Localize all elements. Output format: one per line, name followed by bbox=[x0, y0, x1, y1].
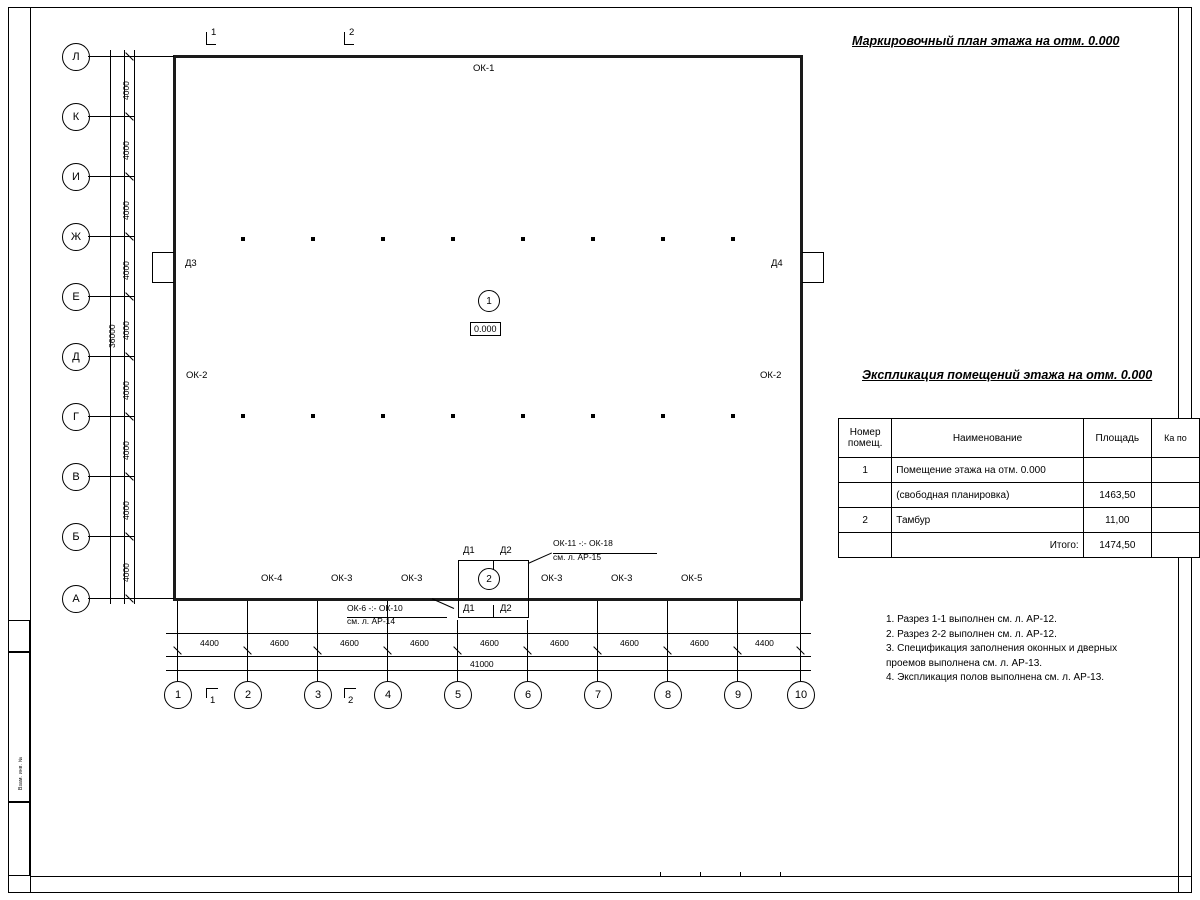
window-label-bottom-5: ОК-3 bbox=[611, 573, 633, 584]
dim-horiz-4: 4600 bbox=[410, 638, 429, 648]
row-1-name: Помещение этажа на отм. 0.000 bbox=[892, 458, 1083, 483]
axis-line-D bbox=[88, 356, 134, 357]
axis-bubble-V: В bbox=[62, 463, 90, 491]
row-3-area: 11,00 bbox=[1083, 508, 1151, 533]
axis-bubble-7: 7 bbox=[584, 681, 612, 709]
sheet-left-margin-line bbox=[30, 7, 31, 893]
axis-ext-3 bbox=[317, 601, 318, 681]
plan-title: Маркировочный план этажа на отм. 0.000 bbox=[852, 34, 1120, 48]
column bbox=[451, 414, 455, 418]
dim-horiz-1: 4400 bbox=[200, 638, 219, 648]
axis-bubble-I: И bbox=[62, 163, 90, 191]
axis-line-G bbox=[88, 416, 134, 417]
axis-line-E bbox=[88, 296, 134, 297]
axis-bubble-3: 3 bbox=[304, 681, 332, 709]
column bbox=[451, 237, 455, 241]
leader-note-top-line1: ОК-11 -:- ОК-18 bbox=[553, 538, 613, 548]
axis-bubble-E: Е bbox=[62, 283, 90, 311]
window-label-bottom-1: ОК-4 bbox=[261, 573, 283, 584]
dim-vert-9: 4000 bbox=[121, 563, 131, 582]
total-cat bbox=[1151, 533, 1199, 558]
axis-line-I bbox=[88, 176, 134, 177]
room-mark-2: 2 bbox=[478, 568, 500, 590]
table-row bbox=[839, 508, 1200, 533]
door-left-niche-side bbox=[152, 252, 153, 282]
axis-bubble-6: 6 bbox=[514, 681, 542, 709]
axis-bubble-5: 5 bbox=[444, 681, 472, 709]
table-header-category: Ка по bbox=[1151, 419, 1199, 458]
axis-bubble-9: 9 bbox=[724, 681, 752, 709]
dim-vert-5: 4000 bbox=[121, 321, 131, 340]
axis-bubble-L: Л bbox=[62, 43, 90, 71]
bottom-tick-4 bbox=[780, 872, 781, 877]
dim-vert-total: 36000 bbox=[107, 324, 117, 348]
note-3: 3. Спецификация заполнения оконных и дверных bbox=[886, 643, 1118, 654]
section-mark-2-horiz bbox=[344, 44, 354, 45]
dim-horiz-6: 4600 bbox=[550, 638, 569, 648]
axis-bubble-K: К bbox=[62, 103, 90, 131]
axis-line-ZH bbox=[88, 236, 134, 237]
wall-right bbox=[800, 55, 803, 601]
axis-bubble-B: Б bbox=[62, 523, 90, 551]
door-label-d2-bottom: Д2 bbox=[500, 603, 512, 614]
explication-title: Экспликация помещений этажа на отм. 0.000 bbox=[862, 368, 1153, 382]
axis-bubble-G: Г bbox=[62, 403, 90, 431]
axis-bubble-1: 1 bbox=[164, 681, 192, 709]
axis-ext-8 bbox=[667, 601, 668, 681]
dim-vert-7: 4000 bbox=[121, 441, 131, 460]
section-mark-1b-vert bbox=[206, 688, 207, 698]
section-mark-2b-horiz bbox=[344, 688, 356, 689]
row-3-name: Тамбур bbox=[892, 508, 1083, 533]
general-notes bbox=[886, 613, 1117, 686]
leader-note-bottom-line1: ОК-6 -:- ОК-10 bbox=[347, 603, 403, 613]
leader-note-bottom-line2: см. л. АР-14 bbox=[347, 616, 396, 626]
axis-bubble-4: 4 bbox=[374, 681, 402, 709]
section-mark-2-label: 2 bbox=[349, 27, 355, 38]
door-right-niche-bottom bbox=[802, 282, 824, 283]
dim-vert-1: 4000 bbox=[121, 81, 131, 100]
row-2-cat bbox=[1151, 483, 1199, 508]
axis-ext-10 bbox=[800, 601, 801, 681]
total-value: 1474,50 bbox=[1083, 533, 1151, 558]
bottom-tick-1 bbox=[660, 872, 661, 877]
tambour-right-wall bbox=[528, 560, 529, 618]
window-label-ok1: ОК-1 bbox=[473, 63, 495, 74]
column bbox=[661, 237, 665, 241]
section-mark-1-label: 1 bbox=[211, 27, 217, 38]
table-row bbox=[839, 458, 1200, 483]
table-row bbox=[839, 483, 1200, 508]
axis-bubble-ZH: Ж bbox=[62, 223, 90, 251]
dim-vert-3: 4000 bbox=[121, 201, 131, 220]
stamp-vertical-label: Взам. инв. № bbox=[18, 756, 24, 790]
column bbox=[311, 237, 315, 241]
table-header-row bbox=[839, 419, 1200, 458]
dim-chain-horiz-total-line bbox=[166, 670, 811, 671]
dim-horiz-7: 4600 bbox=[620, 638, 639, 648]
dim-horiz-9: 4400 bbox=[755, 638, 774, 648]
total-blank bbox=[839, 533, 892, 558]
note-4: проемов выполнена см. л. АР-13. bbox=[886, 657, 1043, 669]
window-label-bottom-3: ОК-3 bbox=[401, 573, 423, 584]
column bbox=[661, 414, 665, 418]
row-1-area bbox=[1083, 458, 1151, 483]
dim-horiz-5: 4600 bbox=[480, 638, 499, 648]
column bbox=[591, 414, 595, 418]
table-header-area: Площадь bbox=[1083, 419, 1151, 458]
window-label-bottom-2: ОК-3 bbox=[331, 573, 353, 584]
section-mark-1b-horiz bbox=[206, 688, 218, 689]
explication-table bbox=[838, 418, 1200, 558]
note-5: 4. Экспликация полов выполнена см. л. АР-13. bbox=[886, 672, 1105, 683]
table-header-num: Номер помещ. bbox=[839, 419, 892, 458]
window-label-bottom-4: ОК-3 bbox=[541, 573, 563, 584]
dim-vert-4: 4000 bbox=[121, 261, 131, 280]
dim-vert-2: 4000 bbox=[121, 141, 131, 160]
tambour-divider-2 bbox=[493, 605, 494, 617]
wall-left bbox=[173, 55, 176, 601]
tambour-left-wall bbox=[458, 560, 459, 618]
dim-horiz-8: 4600 bbox=[690, 638, 709, 648]
axis-ext-2 bbox=[247, 601, 248, 681]
table-total-row bbox=[839, 533, 1200, 558]
row-2-area: 1463,50 bbox=[1083, 483, 1151, 508]
dim-horiz-3: 4600 bbox=[340, 638, 359, 648]
dim-horiz-total: 41000 bbox=[470, 659, 494, 669]
axis-ext-9 bbox=[737, 601, 738, 681]
window-label-left-ok2: ОК-2 bbox=[186, 370, 208, 381]
axis-line-K bbox=[88, 116, 134, 117]
section-mark-1-vert bbox=[206, 32, 207, 44]
wall-top bbox=[173, 55, 803, 58]
dim-chain-horiz-line-1 bbox=[166, 633, 811, 634]
leader-note-top-line2: см. л. АР-15 bbox=[553, 552, 602, 562]
room-mark-1: 1 bbox=[478, 290, 500, 312]
column bbox=[311, 414, 315, 418]
column bbox=[241, 414, 245, 418]
note-1: 1. Разрез 1-1 выполнен см. л. АР-12. bbox=[886, 614, 1057, 625]
stamp-box-3 bbox=[8, 802, 30, 876]
bottom-tick-3 bbox=[740, 872, 741, 877]
door-label-d1-top: Д1 bbox=[463, 545, 475, 556]
dim-vert-6: 4000 bbox=[121, 381, 131, 400]
total-label: Итого: bbox=[892, 533, 1083, 558]
stamp-box-1 bbox=[8, 620, 30, 652]
column bbox=[591, 237, 595, 241]
column bbox=[521, 414, 525, 418]
section-mark-1-horiz bbox=[206, 44, 216, 45]
door-right-niche-side bbox=[823, 252, 824, 282]
column bbox=[731, 414, 735, 418]
wall-bottom bbox=[173, 598, 803, 601]
row-3-cat bbox=[1151, 508, 1199, 533]
door-label-d1-bottom: Д1 bbox=[463, 603, 475, 614]
bottom-tick-2 bbox=[700, 872, 701, 877]
dim-vert-8: 4000 bbox=[121, 501, 131, 520]
axis-ext-4 bbox=[387, 601, 388, 681]
section-mark-2b-label: 2 bbox=[348, 695, 354, 706]
row-2-name: (свободная планировка) bbox=[892, 483, 1083, 508]
sheet-bottom-rule bbox=[30, 876, 1192, 877]
section-mark-2-vert bbox=[344, 32, 345, 44]
axis-ext-1 bbox=[177, 601, 178, 681]
note-2: 2. Разрез 2-2 выполнен см. л. АР-12. bbox=[886, 628, 1057, 640]
door-label-d2-top: Д2 bbox=[500, 545, 512, 556]
dim-chain-horiz-line-2 bbox=[166, 656, 811, 657]
axis-line-V bbox=[88, 476, 134, 477]
door-right-niche-top bbox=[802, 252, 824, 253]
axis-line-B bbox=[88, 536, 134, 537]
row-2-num bbox=[839, 483, 892, 508]
axis-bubble-8: 8 bbox=[654, 681, 682, 709]
dim-horiz-2: 4600 bbox=[270, 638, 289, 648]
section-mark-1b-label: 1 bbox=[210, 695, 216, 706]
axis-bubble-10: 10 bbox=[787, 681, 815, 709]
level-mark: 0.000 bbox=[470, 322, 501, 336]
door-left-niche-top bbox=[152, 252, 174, 253]
axis-bubble-A: А bbox=[62, 585, 90, 613]
section-mark-2b-vert bbox=[344, 688, 345, 698]
door-label-d4: Д4 bbox=[771, 258, 783, 269]
column bbox=[731, 237, 735, 241]
column bbox=[521, 237, 525, 241]
column bbox=[381, 414, 385, 418]
column bbox=[381, 237, 385, 241]
window-label-right-ok2: ОК-2 bbox=[760, 370, 782, 381]
axis-bubble-2: 2 bbox=[234, 681, 262, 709]
row-1-num: 1 bbox=[839, 458, 892, 483]
door-left-niche-bottom bbox=[152, 282, 174, 283]
table-header-name: Наименование bbox=[892, 419, 1083, 458]
dim-chain-vert-line-2 bbox=[134, 50, 135, 604]
axis-ext-7 bbox=[597, 601, 598, 681]
row-3-num: 2 bbox=[839, 508, 892, 533]
tambour-bottom-wall bbox=[458, 617, 528, 618]
axis-bubble-D: Д bbox=[62, 343, 90, 371]
row-1-cat bbox=[1151, 458, 1199, 483]
column bbox=[241, 237, 245, 241]
window-label-bottom-6: ОК-5 bbox=[681, 573, 703, 584]
door-label-d3: Д3 bbox=[185, 258, 197, 269]
